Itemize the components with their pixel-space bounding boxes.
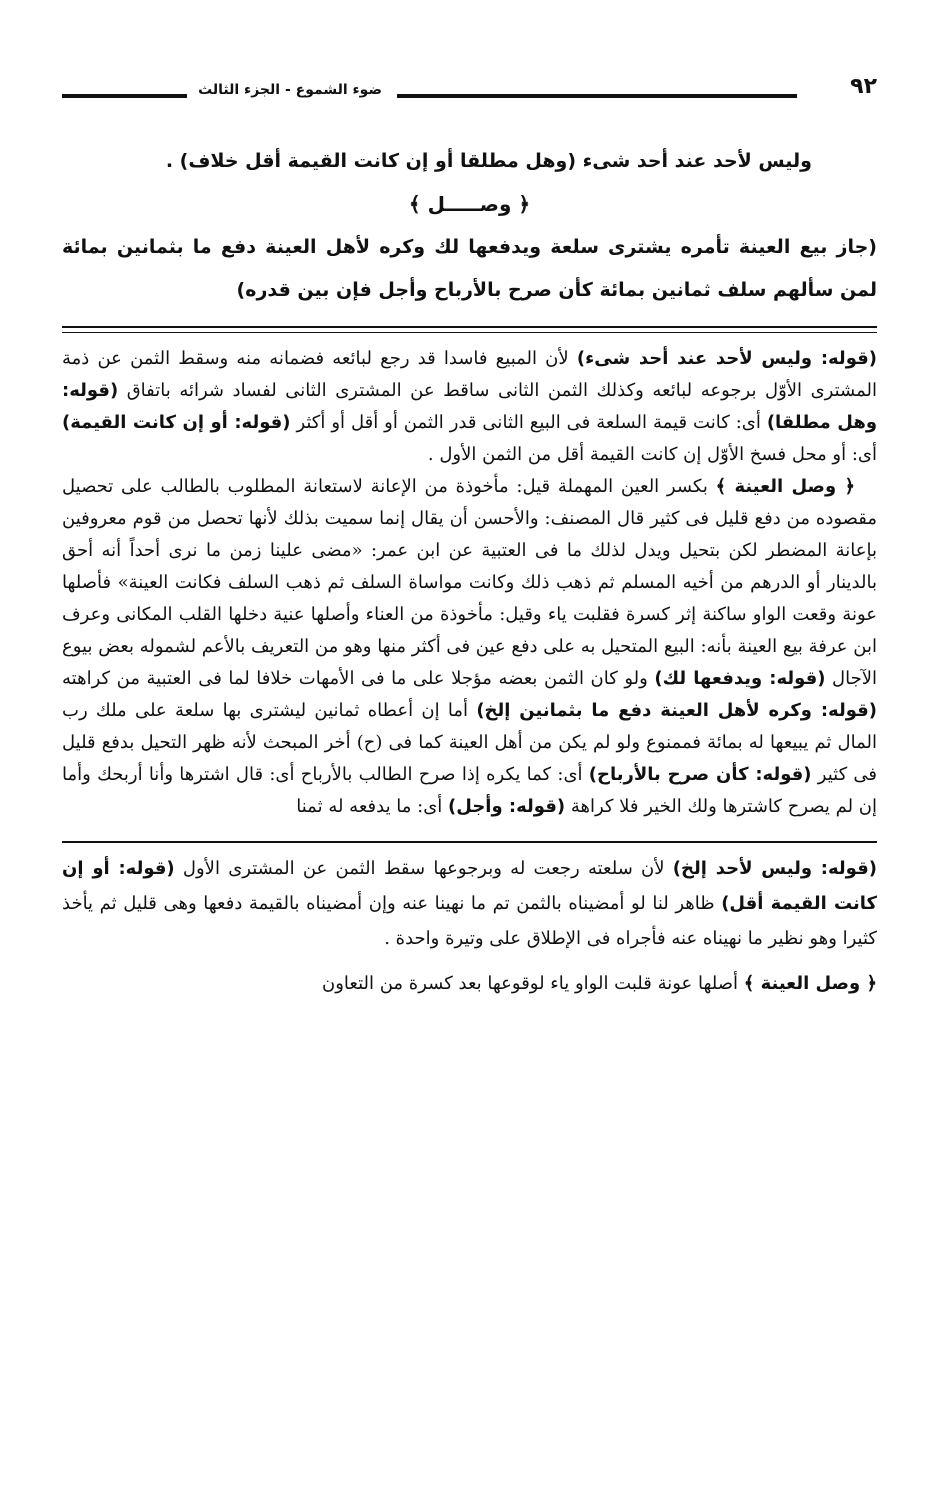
bold-quote: ﴿ وصل العينة ﴾ (743, 973, 877, 994)
commentary-paragraph (62, 343, 877, 471)
bold-quote: (قوله: وهل مطلقا) (62, 380, 878, 433)
bold-quote: (قوله: أو إن كانت القيمة أقل) (62, 858, 877, 914)
matn-text (62, 140, 877, 312)
text-run: لأن سلعته رجعت له وبرجوعها سقط الثمن عن المشترى الأول (174, 858, 673, 879)
text-run: لأن المبيع فاسدا قد رجع لبائعه فضمانه منه وسقط الثمن عن ذمة المشترى الأوّل برجوعه لبائعه وكذلك الثمن الثانى ساقط عن المشترى الثانى لفساد شرائه باتفاق (62, 348, 877, 401)
text-run: أى: ما يدفعه له ثمنا (296, 796, 449, 817)
bold-quote: (قوله: أو إن كانت القيمة) (62, 412, 291, 433)
footnotes (62, 851, 877, 1001)
bold-quote: (قوله: وليس لأحد إلخ) (672, 858, 877, 879)
double-divider (62, 326, 877, 333)
text-run: أى: أو محل فسخ الأوّل إن كانت القيمة أقل من الثمن الأول . (427, 444, 877, 465)
header-rule (62, 94, 187, 98)
header-rule (397, 94, 797, 98)
bold-quote: (قوله: وأجل) (448, 796, 566, 817)
bold-quote: ﴿ وصل العينة ﴾ (715, 476, 855, 497)
page-header (62, 70, 877, 110)
bold-quote: (قوله: وكره لأهل العينة دفع ما بثمانين إلخ) (476, 700, 877, 721)
text-run: بكسر العين المهملة قيل: مأخوذة من الإعانة لاستعانة المطلوب بالطالب على تحصيل مقصوده من دفع قليل فى كثير قال المصنف: والأحسن أن يقال إنما سميت بذلك لأنها تحصل من قوم معروفين بإعانة المضطر لكن بتحيل ويدل لذلك ما فى العتبية عن ابن عمر: «مضى علينا زمن ما نرى أحداً أنه أحق بالدينار أو الدرهم من أخيه المسلم ثم ذهب ذلك وكانت مواساة السلف ثم ذهب السلف فكانت العينة» فأصلها عونة وقعت الواو ساكنة إثر كسرة فقلبت ياء وقيل: مأخوذة من العناء وأصلها عنية دخلها القلب المكانى وعرف ابن عرفة بيع العينة بأنه: البيع المتحيل به على دفع عين فى أكثر منها وهو من التعريف بالأعم لشموله بعض بيوع الآجال (62, 476, 877, 689)
matn-paragraph: (جاز بيع العينة تأمره يشترى سلعة ويدفعها لك وكره لأهل العينة دفع ما بثمانين بمائة لمن سألهم سلف ثمانين بمائة كأن صرح بالأرباح وأجل فإن بين قدره) (62, 236, 877, 301)
footnote-divider (62, 841, 877, 843)
footnote-paragraph (62, 851, 877, 956)
text-run: أما إن أعطاه ثمانين ليشترى بها سلعة على ملك رب المال ثم يبيعها له بمائة فممنوع ولو لم يكن من أهل العينة كما فى (ح) أخر المبحث لأنه ظهر التحيل بدفع قليل فى كثير (62, 700, 878, 785)
bold-quote: (قوله: كأن صرح بالأرباح) (588, 764, 812, 785)
page (62, 70, 877, 1001)
commentary-paragraph (62, 471, 877, 823)
matn-line: وليس لأحد عند أحد شىء (وهل مطلقا أو إن كانت القيمة أقل خلاف) . (165, 150, 812, 172)
footnote-paragraph (62, 966, 877, 1001)
running-title: ضوء الشموع - الجزء الثالث (198, 82, 382, 98)
text-run: أصلها عونة قلبت الواو ياء لوقوعها بعد كسرة من التعاون (322, 973, 744, 994)
bold-quote: (قوله: ويدفعها لك) (654, 668, 826, 689)
section-heading: ﴿ وصـــــل ﴾ (408, 192, 531, 216)
bold-quote: (قوله: وليس لأحد عند أحد شىء) (576, 348, 877, 369)
text-run: أى: كما يكره إذا صرح الطالب بالأرباح أى: قال اشترها وأنا أربحك وأما إن لم يصرح كاشترها ولك الخير فلا كراهة (62, 764, 877, 817)
text-run: ولو كان الثمن بعضه مؤجلا على ما فى الأمهات خلافا لما فى العتبية من كراهته (62, 668, 655, 689)
text-run: ظاهر لنا لو أمضيناه بالثمن تم ما نهينا عنه وإن أمضيناه بالقيمة دفعها وهى قليل ثم يأخذ كثيرا وهو نظير ما نهيناه عنه فأجراه فى الإطلاق على وتيرة واحدة . (62, 893, 877, 949)
text-run: أى: كانت قيمة السلعة فى البيع الثانى قدر الثمن أو أقل أو أكثر (290, 412, 767, 433)
page-number: ٩٢ (850, 74, 877, 99)
commentary (62, 343, 877, 823)
